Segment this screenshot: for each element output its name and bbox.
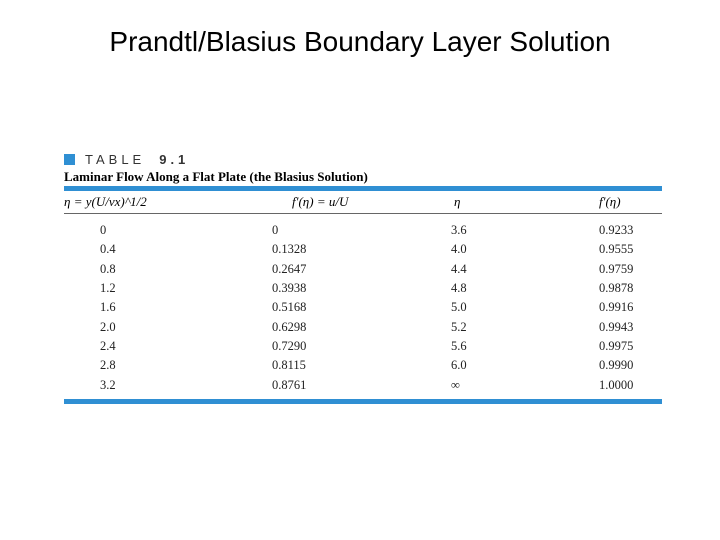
cell-fprime-left: 0.8115 [272, 358, 306, 373]
cell-eta-right: 4.8 [451, 281, 467, 296]
cell-fprime-right: 0.9990 [599, 358, 634, 373]
header-fprime: f′(η) [599, 194, 621, 209]
slide-title: Prandtl/Blasius Boundary Layer Solution [109, 26, 611, 57]
cell-eta-right: 3.6 [451, 223, 467, 238]
table-row [64, 240, 662, 259]
table-caption: Laminar Flow Along a Flat Plate (the Blasius Solution) [64, 169, 368, 184]
blasius-table [64, 150, 662, 404]
cell-eta-left: 2.4 [100, 338, 116, 353]
cell-eta-left: 2.8 [100, 358, 116, 373]
cell-fprime-right: 0.9233 [599, 223, 634, 238]
table-row [64, 221, 662, 240]
header-eta-definition: η = y(U/νx)^1/2 [64, 194, 147, 209]
cell-fprime-left: 0.8761 [272, 377, 307, 392]
cell-eta-right: 5.0 [451, 300, 467, 315]
cell-eta-right: ∞ [451, 377, 460, 392]
cell-fprime-left: 0.1328 [272, 242, 307, 257]
cell-fprime-left: 0.2647 [272, 261, 307, 276]
cell-eta-left: 2.0 [100, 319, 116, 334]
table-row [64, 337, 662, 356]
cell-fprime-right: 1.0000 [599, 377, 634, 392]
table-bottom-rule [64, 399, 662, 404]
header-fprime-definition: f′(η) = u/U [292, 194, 349, 209]
cell-eta-left: 0.8 [100, 261, 116, 276]
cell-fprime-left: 0 [272, 223, 279, 238]
cell-fprime-right: 0.9943 [599, 319, 634, 334]
cell-fprime-right: 0.9975 [599, 338, 634, 353]
table-row [64, 375, 662, 394]
table-row [64, 317, 662, 336]
table-marker-square-icon [64, 154, 75, 165]
table-label-number: 9.1 [159, 151, 190, 167]
table-label [64, 150, 662, 168]
header-eta: η [454, 194, 461, 209]
cell-eta-right: 5.2 [451, 319, 467, 334]
cell-fprime-left: 0.7290 [272, 338, 307, 353]
cell-eta-right: 6.0 [451, 358, 467, 373]
cell-eta-left: 0.4 [100, 242, 116, 257]
cell-eta-right: 4.4 [451, 261, 467, 276]
cell-fprime-right: 0.9916 [599, 300, 634, 315]
cell-fprime-left: 0.6298 [272, 319, 307, 334]
cell-eta-right: 5.6 [451, 338, 467, 353]
cell-fprime-right: 0.9555 [599, 242, 634, 257]
table-header-row [64, 191, 662, 214]
table-row [64, 260, 662, 279]
table-row [64, 298, 662, 317]
cell-fprime-left: 0.3938 [272, 281, 307, 296]
cell-fprime-right: 0.9878 [599, 281, 634, 296]
table-label-word: TABLE [85, 151, 146, 167]
cell-fprime-right: 0.9759 [599, 261, 634, 276]
cell-eta-left: 3.2 [100, 377, 116, 392]
cell-eta-left: 0 [100, 223, 107, 238]
table-body [64, 214, 662, 399]
cell-fprime-left: 0.5168 [272, 300, 307, 315]
cell-eta-left: 1.6 [100, 300, 116, 315]
table-row [64, 279, 662, 298]
table-row [64, 356, 662, 375]
cell-eta-right: 4.0 [451, 242, 467, 257]
cell-eta-left: 1.2 [100, 281, 116, 296]
